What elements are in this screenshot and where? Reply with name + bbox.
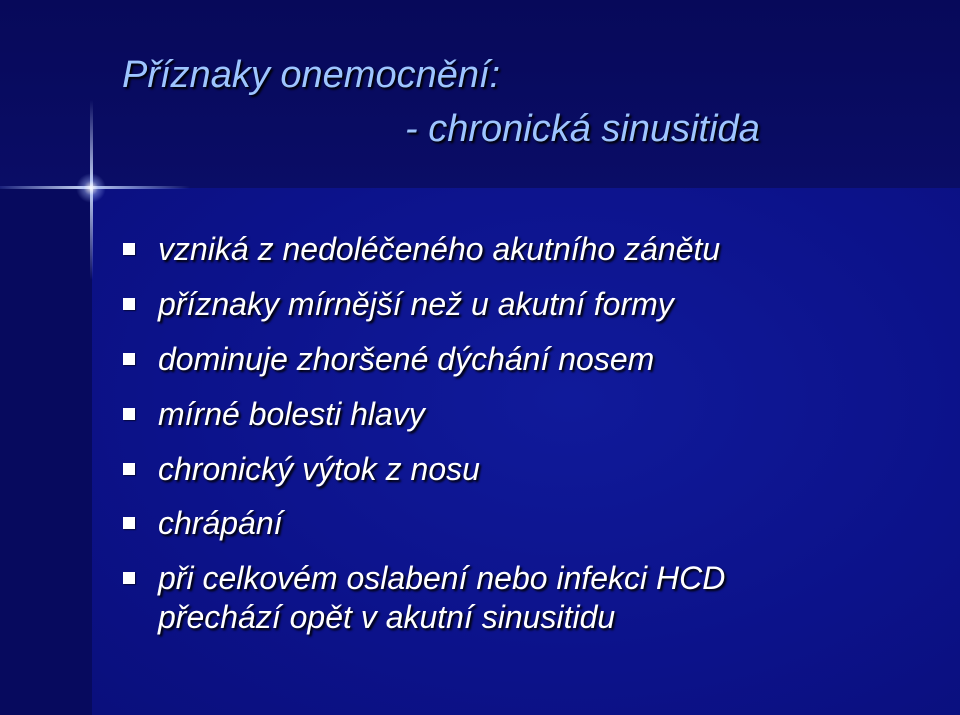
square-bullet-icon xyxy=(123,463,135,475)
square-bullet-icon xyxy=(123,517,135,529)
square-bullet-icon xyxy=(123,572,135,584)
slide-title: Příznaky onemocnění: xyxy=(122,54,501,96)
left-band xyxy=(0,188,92,715)
bullet-text: mírné bolesti hlavy xyxy=(158,396,425,432)
bullet-text: při celkovém oslabení nebo infekci HCD xyxy=(158,560,726,596)
bullet-text-continuation: přechází opět v akutní sinusitidu xyxy=(158,599,616,635)
slide-subtitle: - chronická sinusitida xyxy=(405,108,760,150)
bullet-text: vzniká z nedoléčeného akutního zánětu xyxy=(158,231,721,267)
bullet-text: chronický výtok z nosu xyxy=(158,451,480,487)
lens-flare-center-icon xyxy=(76,173,106,203)
square-bullet-icon xyxy=(123,243,135,255)
square-bullet-icon xyxy=(123,408,135,420)
bullet-text: dominuje zhoršené dýchání nosem xyxy=(158,341,655,377)
bullet-text: příznaky mírnější než u akutní formy xyxy=(158,286,674,322)
bullet-text: chrápání xyxy=(158,505,283,541)
square-bullet-icon xyxy=(123,353,135,365)
square-bullet-icon xyxy=(123,298,135,310)
